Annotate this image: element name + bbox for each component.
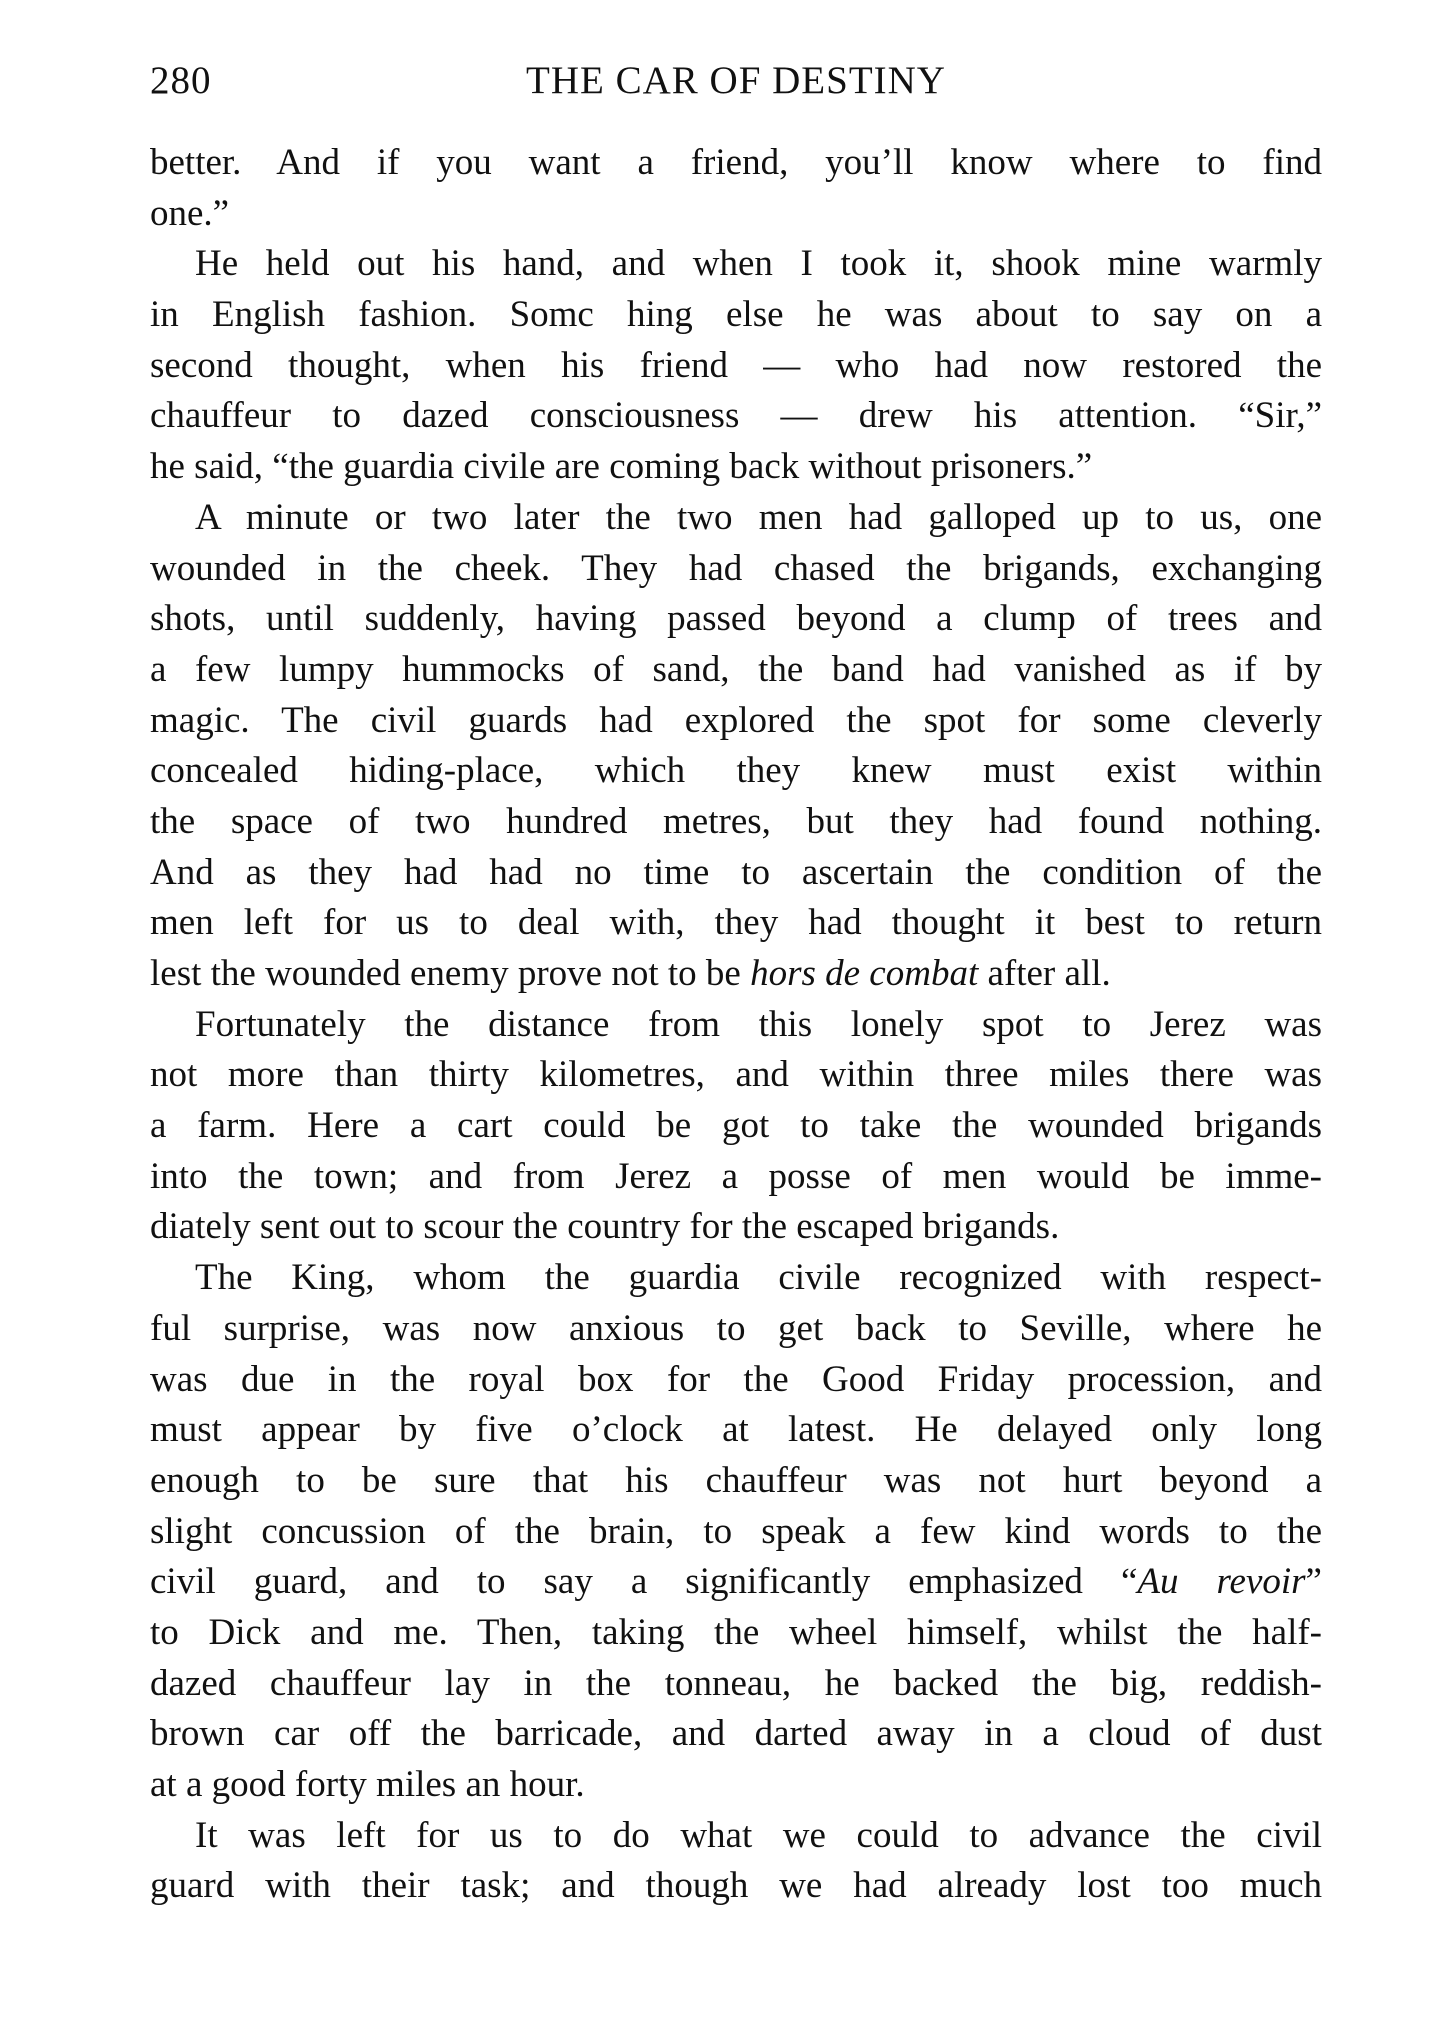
text-line: brown car off the barricade, and darted away in a cloud of dust: [150, 1713, 1322, 1755]
text-line: enough to be sure that his chauffeur was not hurt beyond a: [150, 1459, 1322, 1501]
text-line: [150, 949, 1322, 1000]
text-line: He held out his hand, and when I took it, shook mine warmly: [195, 243, 1322, 285]
body-text: [150, 138, 1322, 1912]
text-line: The King, whom the guardia civile recognized with respect-: [195, 1257, 1322, 1299]
text-line: It was left for us to do what we could to advance the civil: [195, 1814, 1322, 1856]
text-line: into the town; and from Jerez a posse of men would be imme-: [150, 1155, 1322, 1197]
text-line: the space of two hundred metres, but they had found nothing.: [150, 800, 1322, 842]
text-line: ful surprise, was now anxious to get back to Seville, where he: [150, 1307, 1322, 1349]
text-line: he said, “the guardia civile are coming back without prisoners.”: [150, 446, 1093, 488]
paragraph: [150, 138, 1322, 239]
italic-phrase: Au revoir: [1137, 1561, 1306, 1603]
text-line: A minute or two later the two men had galloped up to us, one: [195, 496, 1322, 538]
text-line: guard with their task; and though we had already lost too much: [150, 1865, 1322, 1907]
paragraph: [150, 1811, 1322, 1912]
text-segment: ”: [1305, 1561, 1322, 1603]
text-segment: civil guard, and to say a significantly emphasized “: [150, 1561, 1138, 1603]
text-line: And as they had had no time to ascertain the condition of the: [150, 851, 1322, 893]
text-line: chauffeur to dazed consciousness — drew his attention. “Sir,”: [150, 395, 1322, 437]
paragraph: [150, 493, 1322, 1000]
text-line: men left for us to deal with, they had thought it best to return: [150, 902, 1322, 944]
running-title: THE CAR OF DESTINY: [526, 59, 946, 102]
text-line: diately sent out to scour the country for the escaped brigands.: [150, 1206, 1060, 1248]
text-line: a farm. Here a cart could be got to take the wounded brigands: [150, 1105, 1322, 1147]
running-header: [150, 58, 1322, 114]
text-line: wounded in the cheek. They had chased the brigands, exchanging: [150, 547, 1322, 589]
text-line: at a good forty miles an hour.: [150, 1764, 585, 1805]
text-line: slight concussion of the brain, to speak a few kind words to the: [150, 1510, 1322, 1552]
text-line: concealed hiding-place, which they knew must exist within: [150, 750, 1322, 792]
text-segment: after all.: [978, 953, 1111, 994]
text-line: not more than thirty kilometres, and within three miles there was: [150, 1054, 1322, 1096]
text-line: second thought, when his friend — who had now restored the: [150, 344, 1322, 386]
text-line: [150, 1557, 1322, 1608]
paragraph: [150, 1253, 1322, 1811]
italic-phrase: hors de combat: [750, 953, 979, 994]
text-line: in English fashion. Somc hing else he was about to say on a: [150, 294, 1322, 336]
text-line: better. And if you want a friend, you’ll know where to find: [150, 142, 1322, 183]
paragraph: [150, 1000, 1322, 1253]
text-line: Fortunately the distance from this lonely spot to Jerez was: [195, 1003, 1322, 1045]
text-line: a few lumpy hummocks of sand, the band had vanished as if by: [150, 648, 1322, 690]
text-line: magic. The civil guards had explored the spot for some cleverly: [150, 699, 1322, 741]
text-line: one.”: [150, 192, 230, 234]
text-segment: lest the wounded enemy prove not to be: [150, 953, 751, 994]
paragraph: [150, 239, 1322, 492]
text-line: dazed chauffeur lay in the tonneau, he backed the big, reddish-: [150, 1662, 1322, 1704]
text-line: to Dick and me. Then, taking the wheel himself, whilst the half-: [150, 1611, 1322, 1653]
text-line: shots, until suddenly, having passed beyond a clump of trees and: [150, 598, 1322, 640]
page-number: 280: [150, 59, 212, 102]
text-line: must appear by five o’clock at latest. He delayed only long: [150, 1409, 1322, 1451]
text-line: was due in the royal box for the Good Friday procession, and: [150, 1358, 1322, 1400]
